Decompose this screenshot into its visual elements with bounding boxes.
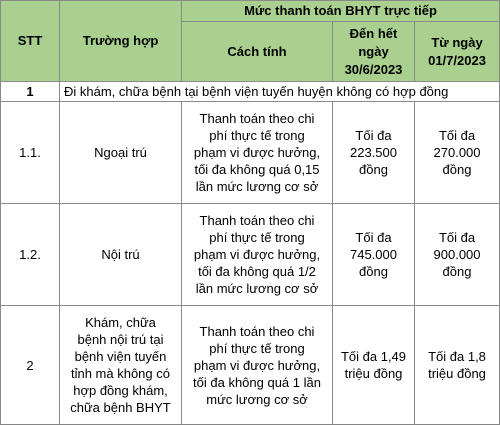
row-until-amount[interactable]: Tối đa 223.500 đồng <box>333 102 415 204</box>
header-row-1 <box>1 1 500 22</box>
row-case[interactable]: Nội trú <box>60 204 182 306</box>
header-case[interactable]: Trường hợp <box>60 1 182 82</box>
row-from-amount[interactable]: Tối đa 900.000 đồng <box>415 204 500 306</box>
header-from-01-7-2023[interactable]: Từ ngày 01/7/2023 <box>415 22 500 82</box>
header-method[interactable]: Cách tính <box>182 22 333 82</box>
row-from-amount[interactable]: Tối đa 270.000 đồng <box>415 102 500 204</box>
row-method[interactable]: Thanh toán theo chi phí thực tế trong phạm vi được hưởng, tối đa không quá 1/2 lần mức lương cơ sở <box>182 204 333 306</box>
section-stt[interactable]: 1 <box>1 82 60 102</box>
row-stt[interactable]: 1.2. <box>1 204 60 306</box>
row-method[interactable]: Thanh toán theo chi phí thực tế trong phạm vi được hưởng, tối đa không quá 0,15 lần mức lương cơ sở <box>182 102 333 204</box>
header-payment-group[interactable]: Mức thanh toán BHYT trực tiếp <box>182 1 500 22</box>
table-row <box>1 204 500 306</box>
table-row <box>1 306 500 425</box>
header-until-30-6-2023[interactable]: Đến hết ngày 30/6/2023 <box>333 22 415 82</box>
row-stt[interactable]: 1.1. <box>1 102 60 204</box>
table-row <box>1 102 500 204</box>
row-from-amount[interactable]: Tối đa 1,8 triệu đồng <box>415 306 500 425</box>
row-stt[interactable]: 2 <box>1 306 60 425</box>
section-row-1 <box>1 82 500 102</box>
section-title[interactable]: Đi khám, chữa bệnh tại bệnh viện tuyến huyện không có hợp đồng <box>60 82 500 102</box>
row-until-amount[interactable]: Tối đa 1,49 triệu đồng <box>333 306 415 425</box>
row-method[interactable]: Thanh toán theo chi phí thực tế trong phạm vi được hưởng, tối đa không quá 1 lần mức lương cơ sở <box>182 306 333 425</box>
row-case[interactable]: Khám, chữa bệnh nội trú tại bệnh viện tuyến tỉnh mà không có hợp đồng khám, chữa bệnh BHYT <box>60 306 182 425</box>
header-stt[interactable]: STT <box>1 1 60 82</box>
row-until-amount[interactable]: Tối đa 745.000 đồng <box>333 204 415 306</box>
row-case[interactable]: Ngoại trú <box>60 102 182 204</box>
